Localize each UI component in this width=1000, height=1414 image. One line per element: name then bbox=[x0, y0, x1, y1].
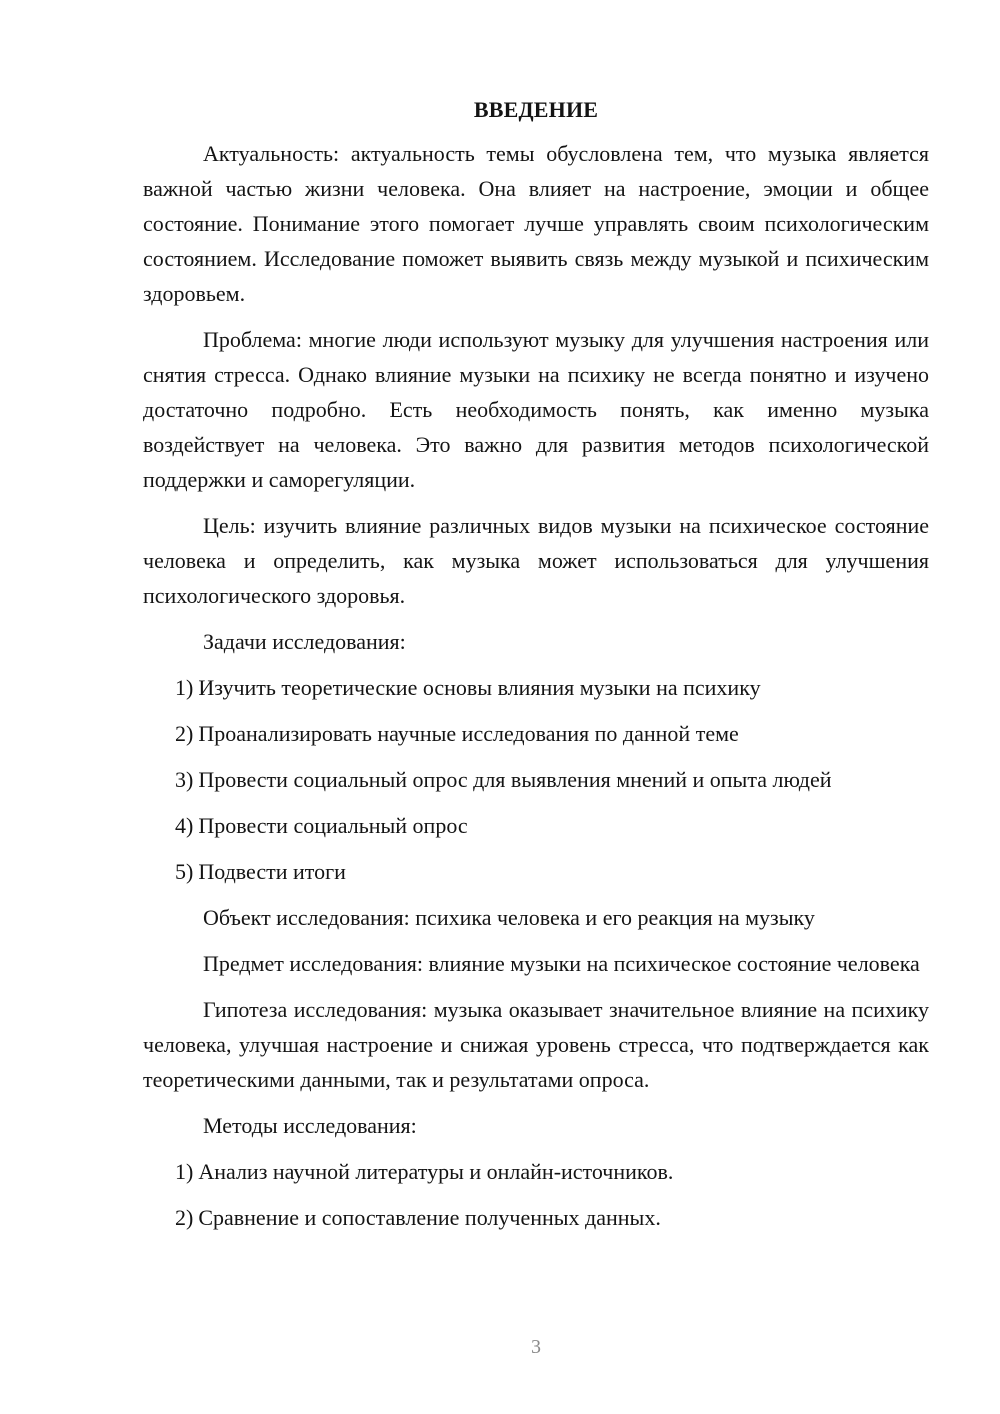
page-number: 3 bbox=[531, 1336, 541, 1358]
methods-heading: Методы исследования: bbox=[203, 1113, 417, 1138]
list-item bbox=[143, 854, 929, 889]
list-item-number: 2) bbox=[175, 721, 194, 746]
list-item-text: Изучить теоретические основы влияния музыки на психику bbox=[198, 675, 761, 700]
list-item-number: 1) bbox=[175, 675, 194, 700]
list-item bbox=[143, 1200, 929, 1235]
list-item-text: Подвести итоги bbox=[198, 859, 346, 884]
tasks-heading: Задачи исследования: bbox=[203, 629, 406, 654]
document-page bbox=[143, 92, 929, 1392]
list-item-text: Проанализировать научные исследования по данной теме bbox=[198, 721, 739, 746]
list-item-number: 5) bbox=[175, 859, 194, 884]
tasks-list bbox=[143, 670, 929, 889]
goal-paragraph: Цель: изучить влияние различных видов музыки на психическое состояние человека и определить, как музыка может использоваться для улучшения психологического здоровья. bbox=[143, 513, 929, 608]
relevance-paragraph: Актуальность: актуальность темы обусловлена тем, что музыка является важной частью жизни человека. Она влияет на настроение, эмоции и общее состояние. Понимание этого помогает лучше управлять своим психологическим состоянием. Исследование поможет выявить связь между музыкой и психическим здоровьем. bbox=[143, 141, 929, 306]
list-item bbox=[143, 716, 929, 751]
list-item-text: Провести социальный опрос bbox=[198, 813, 468, 838]
list-item-text: Сравнение и сопоставление полученных данных. bbox=[198, 1205, 661, 1230]
problem-paragraph: Проблема: многие люди используют музыку для улучшения настроения или снятия стресса. Однако влияние музыки на психику не всегда понятно и изучено достаточно подробно. Есть необходимость понять, как именно музыка воздействует на человека. Это важно для развития методов психологической поддержки и саморегуляции. bbox=[143, 327, 929, 492]
subject-paragraph: Предмет исследования: влияние музыки на психическое состояние человека bbox=[203, 951, 920, 976]
list-item-number: 4) bbox=[175, 813, 194, 838]
list-item-number: 2) bbox=[175, 1205, 194, 1230]
list-item-number: 3) bbox=[175, 767, 194, 792]
methods-list bbox=[143, 1154, 929, 1235]
hypothesis-paragraph: Гипотеза исследования: музыка оказывает значительное влияние на психику человека, улучшая настроение и снижая уровень стресса, что подтверждается как теоретическими данными, так и результатами опроса. bbox=[143, 997, 929, 1092]
list-item-text: Провести социальный опрос для выявления мнений и опыта людей bbox=[198, 767, 832, 792]
list-item-text: Анализ научной литературы и онлайн-источников. bbox=[198, 1159, 674, 1184]
document-title: ВВЕДЕНИЕ bbox=[473, 97, 599, 122]
list-item bbox=[143, 1154, 929, 1189]
list-item-number: 1) bbox=[175, 1159, 194, 1184]
list-item bbox=[143, 670, 929, 705]
object-paragraph: Объект исследования: психика человека и его реакция на музыку bbox=[203, 905, 815, 930]
list-item bbox=[143, 808, 929, 843]
list-item bbox=[143, 762, 929, 797]
